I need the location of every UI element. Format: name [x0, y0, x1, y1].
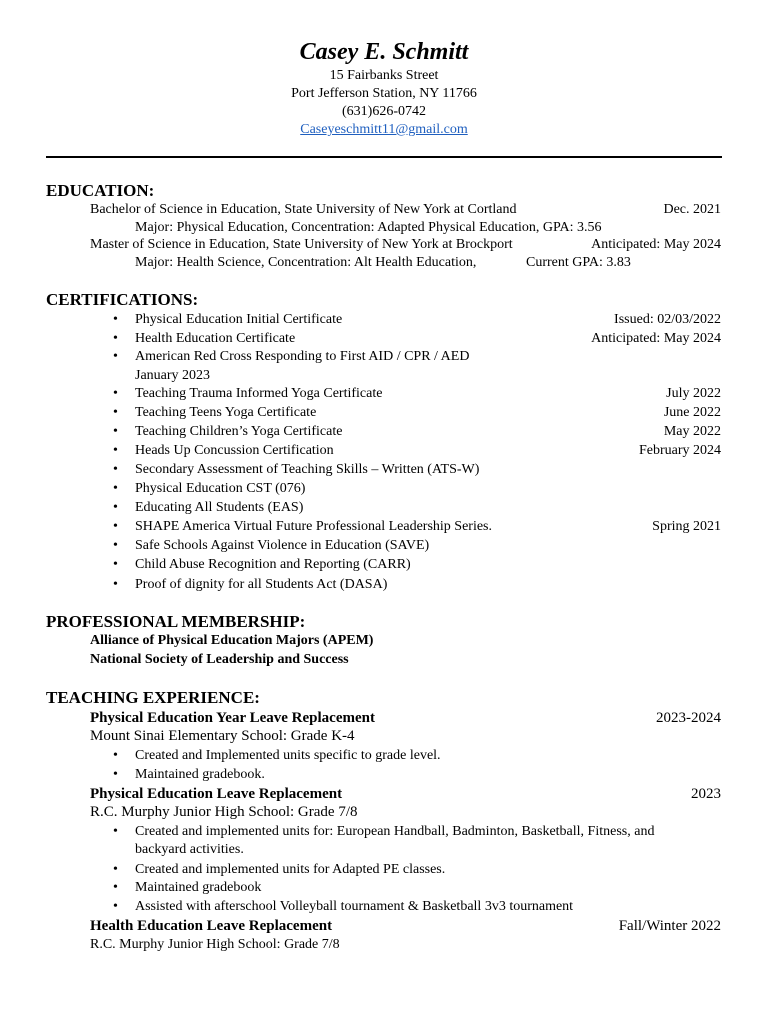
job-school: R.C. Murphy Junior High School: Grade 7/8	[90, 937, 340, 952]
bullet-icon: •	[113, 424, 118, 439]
bullet-icon: •	[113, 386, 118, 401]
certification-date: Issued: 02/03/2022	[614, 312, 721, 327]
certifications-heading: CERTIFICATIONS:	[46, 290, 199, 309]
certification-name: Teaching Teens Yoga Certificate	[135, 405, 317, 420]
bullet-icon: •	[113, 899, 118, 914]
certification-name: SHAPE America Virtual Future Professional Leadership Series.	[135, 519, 492, 534]
bullet-icon: •	[113, 748, 118, 763]
job-school: R.C. Murphy Junior High School: Grade 7/8	[90, 804, 358, 820]
education-detail-2: Major: Health Science, Concentration: Alt Health Education,	[135, 255, 477, 270]
job-title: Physical Education Year Leave Replacement	[90, 710, 375, 726]
job-bullet: Maintained gradebook	[135, 880, 262, 895]
certification-name: American Red Cross Responding to First AID / CPR / AED	[135, 349, 470, 364]
bullet-icon: •	[113, 462, 118, 477]
certification-date: Anticipated: May 2024	[591, 331, 721, 346]
job-title: Health Education Leave Replacement	[90, 918, 333, 934]
bullet-icon: •	[113, 538, 118, 553]
job-date: 2023	[691, 786, 721, 802]
job-bullet: Assisted with afterschool Volleyball tournament & Basketball 3v3 tournament	[135, 899, 574, 914]
certification-date: June 2022	[663, 405, 721, 420]
header-divider	[46, 156, 722, 158]
job-school: Mount Sinai Elementary School: Grade K-4	[90, 728, 355, 744]
email-row	[0, 121, 768, 139]
education-gpa-2: Current GPA: 3.83	[526, 255, 631, 270]
bullet-icon: •	[113, 500, 118, 515]
bullet-icon: •	[113, 767, 118, 782]
experience-heading: TEACHING EXPERIENCE:	[46, 688, 260, 707]
job-bullet: Created and Implemented units specific to grade level.	[135, 748, 441, 763]
bullet-icon: •	[113, 405, 118, 420]
education-date-1: Dec. 2021	[663, 202, 721, 217]
email-link[interactable]: Caseyeschmitt11@gmail.com	[300, 122, 468, 137]
certification-date: May 2022	[663, 424, 721, 439]
bullet-icon: •	[113, 519, 118, 534]
certification-name: Safe Schools Against Violence in Education (SAVE)	[135, 538, 430, 553]
certification-name: Health Education Certificate	[135, 331, 296, 346]
bullet-icon: •	[113, 577, 118, 592]
bullet-icon: •	[113, 557, 118, 572]
bullet-icon: •	[113, 880, 118, 895]
bullet-icon: •	[113, 481, 118, 496]
certification-name: Educating All Students (EAS)	[135, 500, 304, 515]
bullet-icon: •	[113, 331, 118, 346]
education-degree-2: Master of Science in Education, State University of New York at Brockport	[90, 237, 513, 252]
education-degree-1: Bachelor of Science in Education, State University of New York at Cortland	[90, 202, 517, 217]
bullet-icon: •	[113, 862, 118, 877]
certification-date: July 2022	[666, 386, 721, 401]
certification-name: Child Abuse Recognition and Reporting (CARR)	[135, 557, 411, 572]
certification-name: Teaching Children’s Yoga Certificate	[135, 424, 343, 439]
job-bullet: Created and implemented units for Adapted PE classes.	[135, 862, 446, 877]
membership-item: Alliance of Physical Education Majors (APEM)	[90, 633, 374, 648]
address-street: 15 Fairbanks Street	[329, 68, 439, 83]
phone-number: (631)626-0742	[342, 104, 426, 119]
bullet-icon: •	[113, 349, 118, 364]
job-date: 2023-2024	[656, 710, 721, 726]
membership-heading: PROFESSIONAL MEMBERSHIP:	[46, 612, 306, 631]
bullet-icon: •	[113, 312, 118, 327]
certification-name: Proof of dignity for all Students Act (DASA)	[135, 577, 388, 592]
certification-name: Physical Education CST (076)	[135, 481, 306, 496]
certification-name: Heads Up Concussion Certification	[135, 443, 334, 458]
address-city: Port Jefferson Station, NY 11766	[291, 86, 477, 101]
bullet-icon: •	[113, 443, 118, 458]
bullet-icon: •	[113, 824, 118, 839]
job-date: Fall/Winter 2022	[618, 918, 721, 934]
job-bullet: Maintained gradebook.	[135, 767, 265, 782]
education-detail-1: Major: Physical Education, Concentration: Adapted Physical Education, GPA: 3.56	[135, 220, 602, 235]
certification-date: February 2024	[638, 443, 721, 458]
certification-name: Physical Education Initial Certificate	[135, 312, 343, 327]
job-title: Physical Education Leave Replacement	[90, 786, 343, 802]
certification-date-continued: January 2023	[135, 368, 211, 383]
job-bullet-continued: backyard activities.	[135, 842, 244, 857]
resume-name: Casey E. Schmitt	[299, 39, 469, 65]
education-date-2: Anticipated: May 2024	[591, 237, 721, 252]
job-bullet: Created and implemented units for: European Handball, Badminton, Basketball, Fitness, and	[135, 824, 655, 839]
certification-name: Secondary Assessment of Teaching Skills – Written (ATS-W)	[135, 462, 480, 477]
membership-item: National Society of Leadership and Success	[90, 652, 349, 667]
certification-date: Spring 2021	[652, 519, 721, 534]
certification-name: Teaching Trauma Informed Yoga Certificate	[135, 386, 383, 401]
education-heading: EDUCATION:	[46, 181, 155, 200]
